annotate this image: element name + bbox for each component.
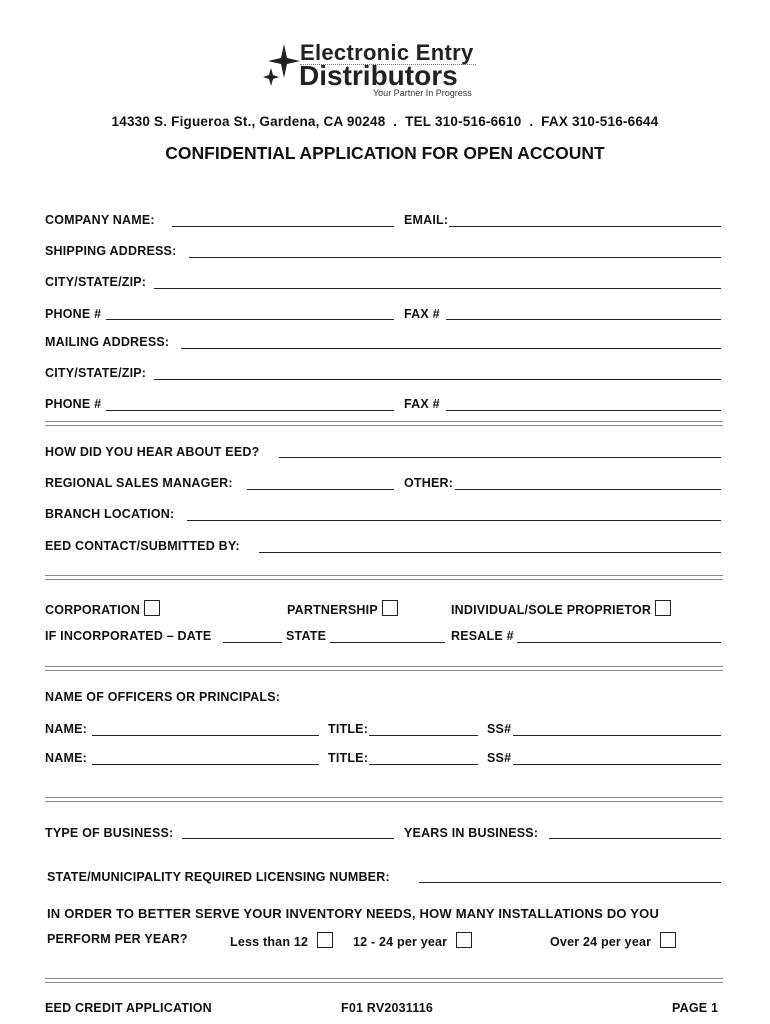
partnership-label: PARTNERSHIP (287, 603, 378, 617)
company-name-field[interactable] (172, 226, 394, 227)
officer-2-name-field[interactable] (92, 764, 319, 765)
less-than-12-label: Less than 12 (230, 935, 309, 949)
company-name-label: COMPANY NAME: (45, 213, 155, 227)
regional-manager-field[interactable] (247, 489, 394, 490)
officer-2-ss-field[interactable] (513, 764, 721, 765)
mailing-address-field[interactable] (181, 348, 721, 349)
email-label: EMAIL: (404, 213, 449, 227)
inventory-question: IN ORDER TO BETTER SERVE YOUR INVENTORY NEEDS, HOW MANY INSTALLATIONS DO YOU (47, 906, 660, 921)
section-divider (45, 666, 723, 671)
how-hear-field[interactable] (279, 457, 721, 458)
shipping-address-label: SHIPPING ADDRESS: (45, 244, 177, 258)
over-24-label: Over 24 per year (550, 935, 652, 949)
fax-label: FAX # (404, 307, 440, 321)
section-divider (45, 421, 723, 426)
individual-checkbox[interactable] (655, 600, 671, 616)
how-hear-label: HOW DID YOU HEAR ABOUT EED? (45, 445, 260, 459)
branch-location-label: BRANCH LOCATION: (45, 507, 175, 521)
inc-date-label: IF INCORPORATED – DATE (45, 629, 212, 643)
licensing-number-label: STATE/MUNICIPALITY REQUIRED LICENSING NUMBER: (47, 870, 390, 884)
over-24-checkbox[interactable] (660, 932, 676, 948)
phone-field[interactable] (106, 319, 394, 320)
eed-contact-field[interactable] (259, 552, 721, 553)
mailing-city-state-zip-field[interactable] (154, 379, 721, 380)
sparkle-icon (262, 44, 302, 90)
logo-tagline: Your Partner In Progress (373, 88, 472, 98)
range-12-24-label: 12 - 24 per year (353, 935, 448, 949)
years-in-business-label: YEARS IN BUSINESS: (404, 826, 539, 840)
eed-contact-label: EED CONTACT/SUBMITTED BY: (45, 539, 240, 553)
officer-1-ss-field[interactable] (513, 735, 721, 736)
partnership-checkbox[interactable] (382, 600, 398, 616)
officer-1-title-label: TITLE: (328, 722, 369, 736)
range-12-24-checkbox[interactable] (456, 932, 472, 948)
individual-option[interactable] (451, 600, 671, 617)
individual-label: INDIVIDUAL/SOLE PROPRIETOR (451, 603, 652, 617)
officer-2-ss-label: SS# (487, 751, 512, 765)
fax-2-field[interactable] (446, 410, 721, 411)
email-field[interactable] (449, 226, 721, 227)
fax-field[interactable] (446, 319, 721, 320)
corporation-checkbox[interactable] (144, 600, 160, 616)
resale-label: RESALE # (451, 629, 514, 643)
officer-2-title-label: TITLE: (328, 751, 369, 765)
section-divider (45, 978, 723, 983)
inventory-question-cont: PERFORM PER YEAR? (47, 932, 188, 946)
corporation-label: CORPORATION (45, 603, 141, 617)
shipping-address-field[interactable] (189, 257, 721, 258)
mailing-address-label: MAILING ADDRESS: (45, 335, 170, 349)
licensing-number-field[interactable] (419, 882, 721, 883)
regional-manager-label: REGIONAL SALES MANAGER: (45, 476, 233, 490)
years-in-business-field[interactable] (549, 838, 721, 839)
partnership-option[interactable] (287, 600, 398, 617)
logo-line-2: Distributors (299, 60, 458, 91)
corporation-option[interactable] (45, 600, 160, 617)
shipping-city-state-zip-field[interactable] (154, 288, 721, 289)
fax-2-label: FAX # (404, 397, 440, 411)
range-12-24-option[interactable] (353, 932, 472, 949)
officer-1-title-field[interactable] (369, 735, 478, 736)
officer-1-name-field[interactable] (92, 735, 319, 736)
phone-2-field[interactable] (106, 410, 394, 411)
over-24-option[interactable] (550, 932, 676, 949)
resale-field[interactable] (517, 642, 721, 643)
logo-line-1: Electronic Entry (300, 40, 474, 65)
other-field[interactable] (455, 489, 721, 490)
officer-2-name-label: NAME: (45, 751, 87, 765)
inc-date-field[interactable] (223, 642, 282, 643)
state-field[interactable] (330, 642, 445, 643)
phone-label: PHONE # (45, 307, 102, 321)
page-title: CONFIDENTIAL APPLICATION FOR OPEN ACCOUNT (165, 143, 605, 163)
section-divider (45, 797, 723, 802)
officer-1-name-label: NAME: (45, 722, 87, 736)
officer-2-title-field[interactable] (369, 764, 478, 765)
mailing-city-state-zip-label: CITY/STATE/ZIP: (45, 366, 147, 380)
company-address: 14330 S. Figueroa St., Gardena, CA 90248 . TEL 310-516-6610 . FAX 310-516-6644 (111, 114, 659, 129)
type-of-business-label: TYPE OF BUSINESS: (45, 826, 174, 840)
type-of-business-field[interactable] (182, 838, 394, 839)
footer-left: EED CREDIT APPLICATION (45, 1001, 212, 1015)
officer-1-ss-label: SS# (487, 722, 512, 736)
shipping-city-state-zip-label: CITY/STATE/ZIP: (45, 275, 147, 289)
footer-form-code: F01 RV2031116 (341, 1001, 434, 1015)
branch-location-field[interactable] (187, 520, 721, 521)
footer-page-number: PAGE 1 (672, 1001, 719, 1015)
officers-heading: NAME OF OFFICERS OR PRINCIPALS: (45, 690, 281, 704)
less-than-12-option[interactable] (230, 932, 333, 949)
other-label: OTHER: (404, 476, 454, 490)
less-than-12-checkbox[interactable] (317, 932, 333, 948)
phone-2-label: PHONE # (45, 397, 102, 411)
section-divider (45, 575, 723, 580)
state-label: STATE (286, 629, 327, 643)
